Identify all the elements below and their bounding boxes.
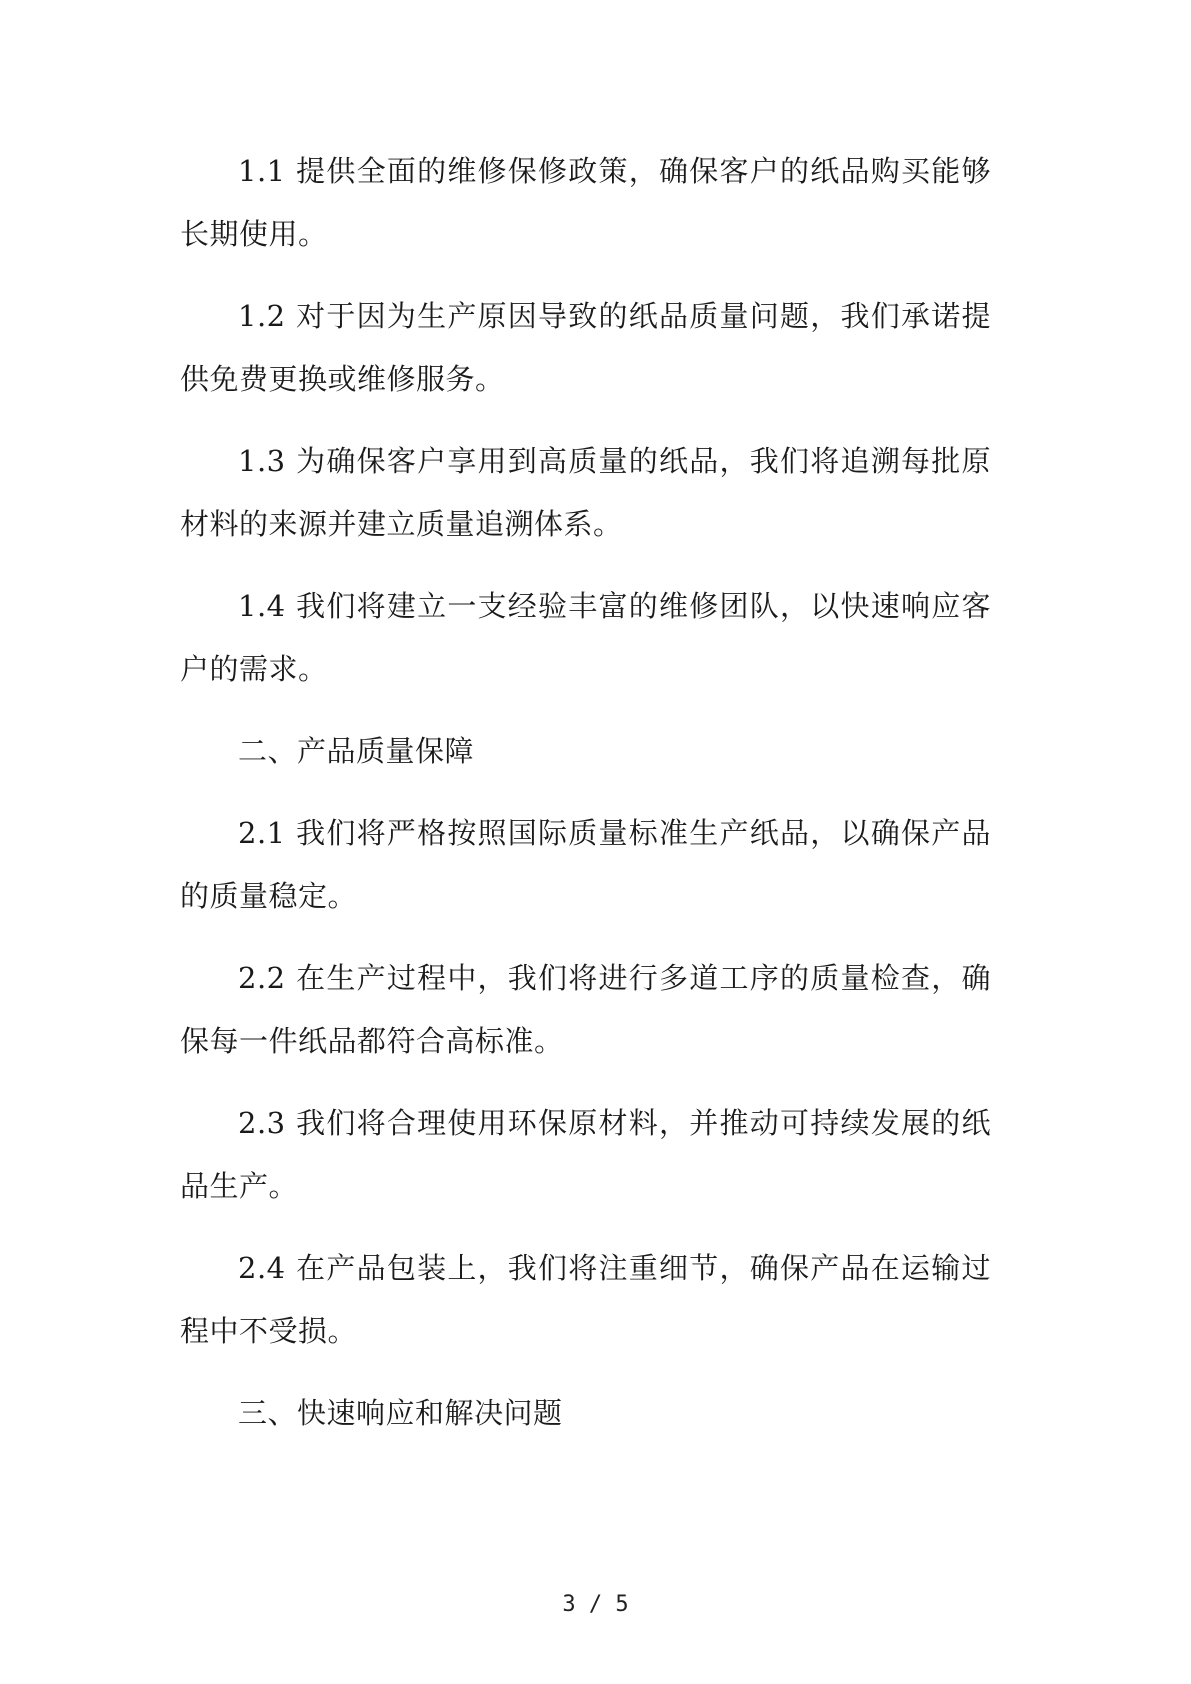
paragraph-1-2: 1.2 对于因为生产原因导致的纸品质量问题，我们承诺提供免费更换或维修服务。 (180, 299, 991, 396)
document-body (180, 140, 991, 1464)
section-heading-3: 三、快速响应和解决问题 (238, 1396, 563, 1430)
page-number: 3 / 5 (562, 1592, 629, 1617)
paragraph-1-4: 1.4 我们将建立一支经验丰富的维修团队，以快速响应客户的需求。 (180, 589, 991, 686)
paragraph-2-2: 2.2 在生产过程中，我们将进行多道工序的质量检查，确保每一件纸品都符合高标准。 (180, 961, 991, 1058)
paragraph-2-4: 2.4 在产品包装上，我们将注重细节，确保产品在运输过程中不受损。 (180, 1251, 991, 1348)
paragraph-1-1: 1.1 提供全面的维修保修政策，确保客户的纸品购买能够长期使用。 (180, 154, 991, 251)
paragraph-2-3: 2.3 我们将合理使用环保原材料，并推动可持续发展的纸品生产。 (180, 1106, 991, 1203)
paragraph-2-1: 2.1 我们将严格按照国际质量标准生产纸品，以确保产品的质量稳定。 (180, 816, 991, 913)
paragraph-1-3: 1.3 为确保客户享用到高质量的纸品，我们将追溯每批原材料的来源并建立质量追溯体系。 (180, 444, 991, 541)
section-heading-2: 二、产品质量保障 (238, 734, 475, 768)
